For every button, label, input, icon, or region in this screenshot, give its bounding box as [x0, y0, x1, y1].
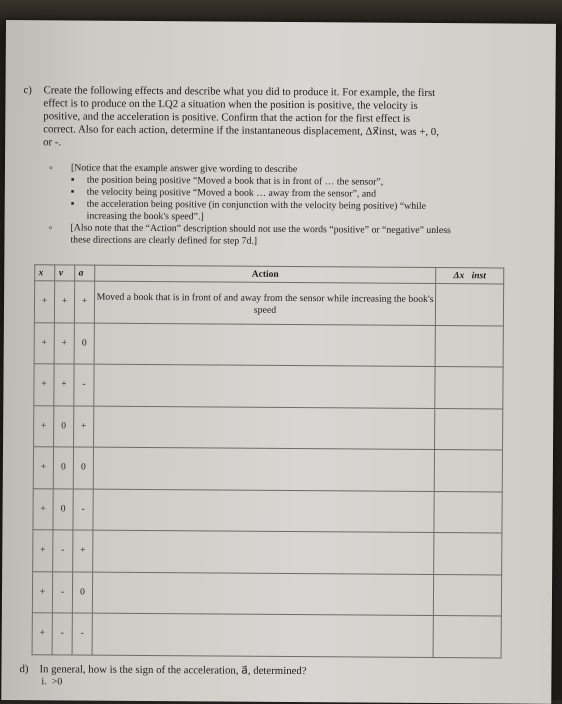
question-c-line: correct. Also for each action, determine if the instantaneous displacement, Δx⃗inst, was +, 0,	[43, 123, 439, 139]
cell-x: +	[34, 405, 54, 447]
table-row	[34, 405, 503, 450]
cell-action[interactable]	[92, 572, 433, 616]
table-row	[33, 488, 502, 533]
table-row	[34, 364, 503, 409]
cell-displacement[interactable]	[433, 574, 501, 616]
cell-displacement[interactable]	[434, 533, 502, 575]
cell-displacement[interactable]	[435, 284, 503, 326]
note-bullet-text: the velocity being positive “Moved a book … away from the sensor”, and	[86, 186, 377, 200]
cell-a: 0	[73, 447, 93, 489]
header-position: x⃗	[35, 265, 55, 281]
cell-action[interactable]	[94, 364, 435, 408]
question-d-item	[41, 676, 62, 687]
cell-v: +	[54, 364, 74, 406]
cell-displacement[interactable]	[435, 408, 503, 450]
question-c	[23, 84, 523, 152]
cell-v: +	[54, 322, 74, 364]
cell-x: +	[34, 322, 54, 364]
question-d-label: d)	[19, 663, 29, 676]
header-velocity: v⃗	[55, 265, 75, 281]
cell-displacement[interactable]	[435, 325, 503, 367]
cell-x: +	[32, 613, 52, 655]
notes-block	[48, 162, 519, 249]
cell-v: -	[53, 530, 73, 572]
question-d-item-text: >0	[51, 676, 63, 688]
cell-displacement[interactable]	[435, 367, 503, 409]
table-row	[32, 613, 501, 658]
cell-a: +	[74, 281, 94, 323]
cell-v: 0	[53, 447, 73, 489]
worksheet-page	[1, 20, 556, 704]
cell-a: -	[73, 488, 93, 530]
question-c-label: c)	[23, 84, 32, 97]
table-row	[32, 571, 501, 616]
question-c-line: or -.	[43, 136, 62, 149]
cell-v: -	[52, 571, 72, 613]
cell-v: 0	[54, 405, 74, 447]
question-d	[19, 662, 519, 678]
cell-a: 0	[74, 322, 94, 364]
table-row	[33, 447, 502, 492]
note-1-text: [Notice that the example answer give wording to describe	[70, 162, 298, 176]
cell-action[interactable]	[93, 447, 434, 491]
cell-displacement[interactable]	[433, 615, 501, 657]
cell-displacement[interactable]	[434, 491, 502, 533]
cell-action[interactable]: Moved a book that is in front of and away from the sensor while increasing the book's speed	[94, 281, 435, 325]
cell-action[interactable]	[94, 406, 435, 450]
cell-displacement[interactable]	[434, 450, 502, 492]
cell-a: +	[73, 530, 93, 572]
cell-x: +	[34, 281, 54, 323]
table-row	[34, 322, 503, 367]
question-c-line: effect is to produce on the LQ2 a situation when the position is positive, the velocity is	[43, 97, 418, 112]
cell-v: -	[52, 613, 72, 655]
question-c-line: positive, and the acceleration is positive. Confirm that the action for the first effect is	[43, 110, 411, 125]
note-bullet-text: the position being positive “Moved a book that is in front of … the sensor”,	[86, 174, 384, 188]
question-d-item-label: i.	[41, 676, 47, 688]
cell-x: +	[34, 364, 54, 406]
table-row	[34, 281, 503, 326]
header-action: Action	[95, 265, 436, 283]
cell-x: +	[32, 571, 52, 613]
effects-table	[32, 264, 505, 658]
cell-x: +	[33, 447, 53, 489]
note-bullet	[49, 198, 519, 225]
note-2-continuation: these directions are clearly defined for step 7d.]	[70, 234, 258, 247]
cell-v: 0	[53, 488, 73, 530]
cell-a: 0	[72, 571, 92, 613]
note-2-text: [Also note that the “Action” description should not use the words “positive” or “negative” unless	[70, 222, 451, 237]
cell-action[interactable]	[94, 323, 435, 367]
table-row	[33, 530, 502, 575]
note-bullet-continuation: increasing the book's speed”.]	[86, 210, 204, 223]
cell-a: -	[72, 613, 92, 655]
cell-a: -	[74, 364, 94, 406]
cell-action[interactable]	[92, 613, 433, 657]
note-bullet-text: the acceleration being positive (in conjunction with the velocity being positive) “while	[86, 198, 427, 212]
cell-action[interactable]	[93, 530, 434, 574]
question-c-line: Create the following effects and describe what you did to produce it. For example, the first	[43, 84, 436, 99]
header-acceleration: a⃗	[75, 265, 95, 281]
question-d-text: In general, how is the sign of the acceleration, a⃗, determined?	[39, 663, 307, 678]
cell-x: +	[33, 530, 53, 572]
cell-action[interactable]	[93, 489, 434, 533]
cell-v: +	[54, 281, 74, 323]
cell-a: +	[74, 405, 94, 447]
cell-x: +	[33, 488, 53, 530]
header-displacement: Δx⃗inst	[436, 268, 504, 284]
